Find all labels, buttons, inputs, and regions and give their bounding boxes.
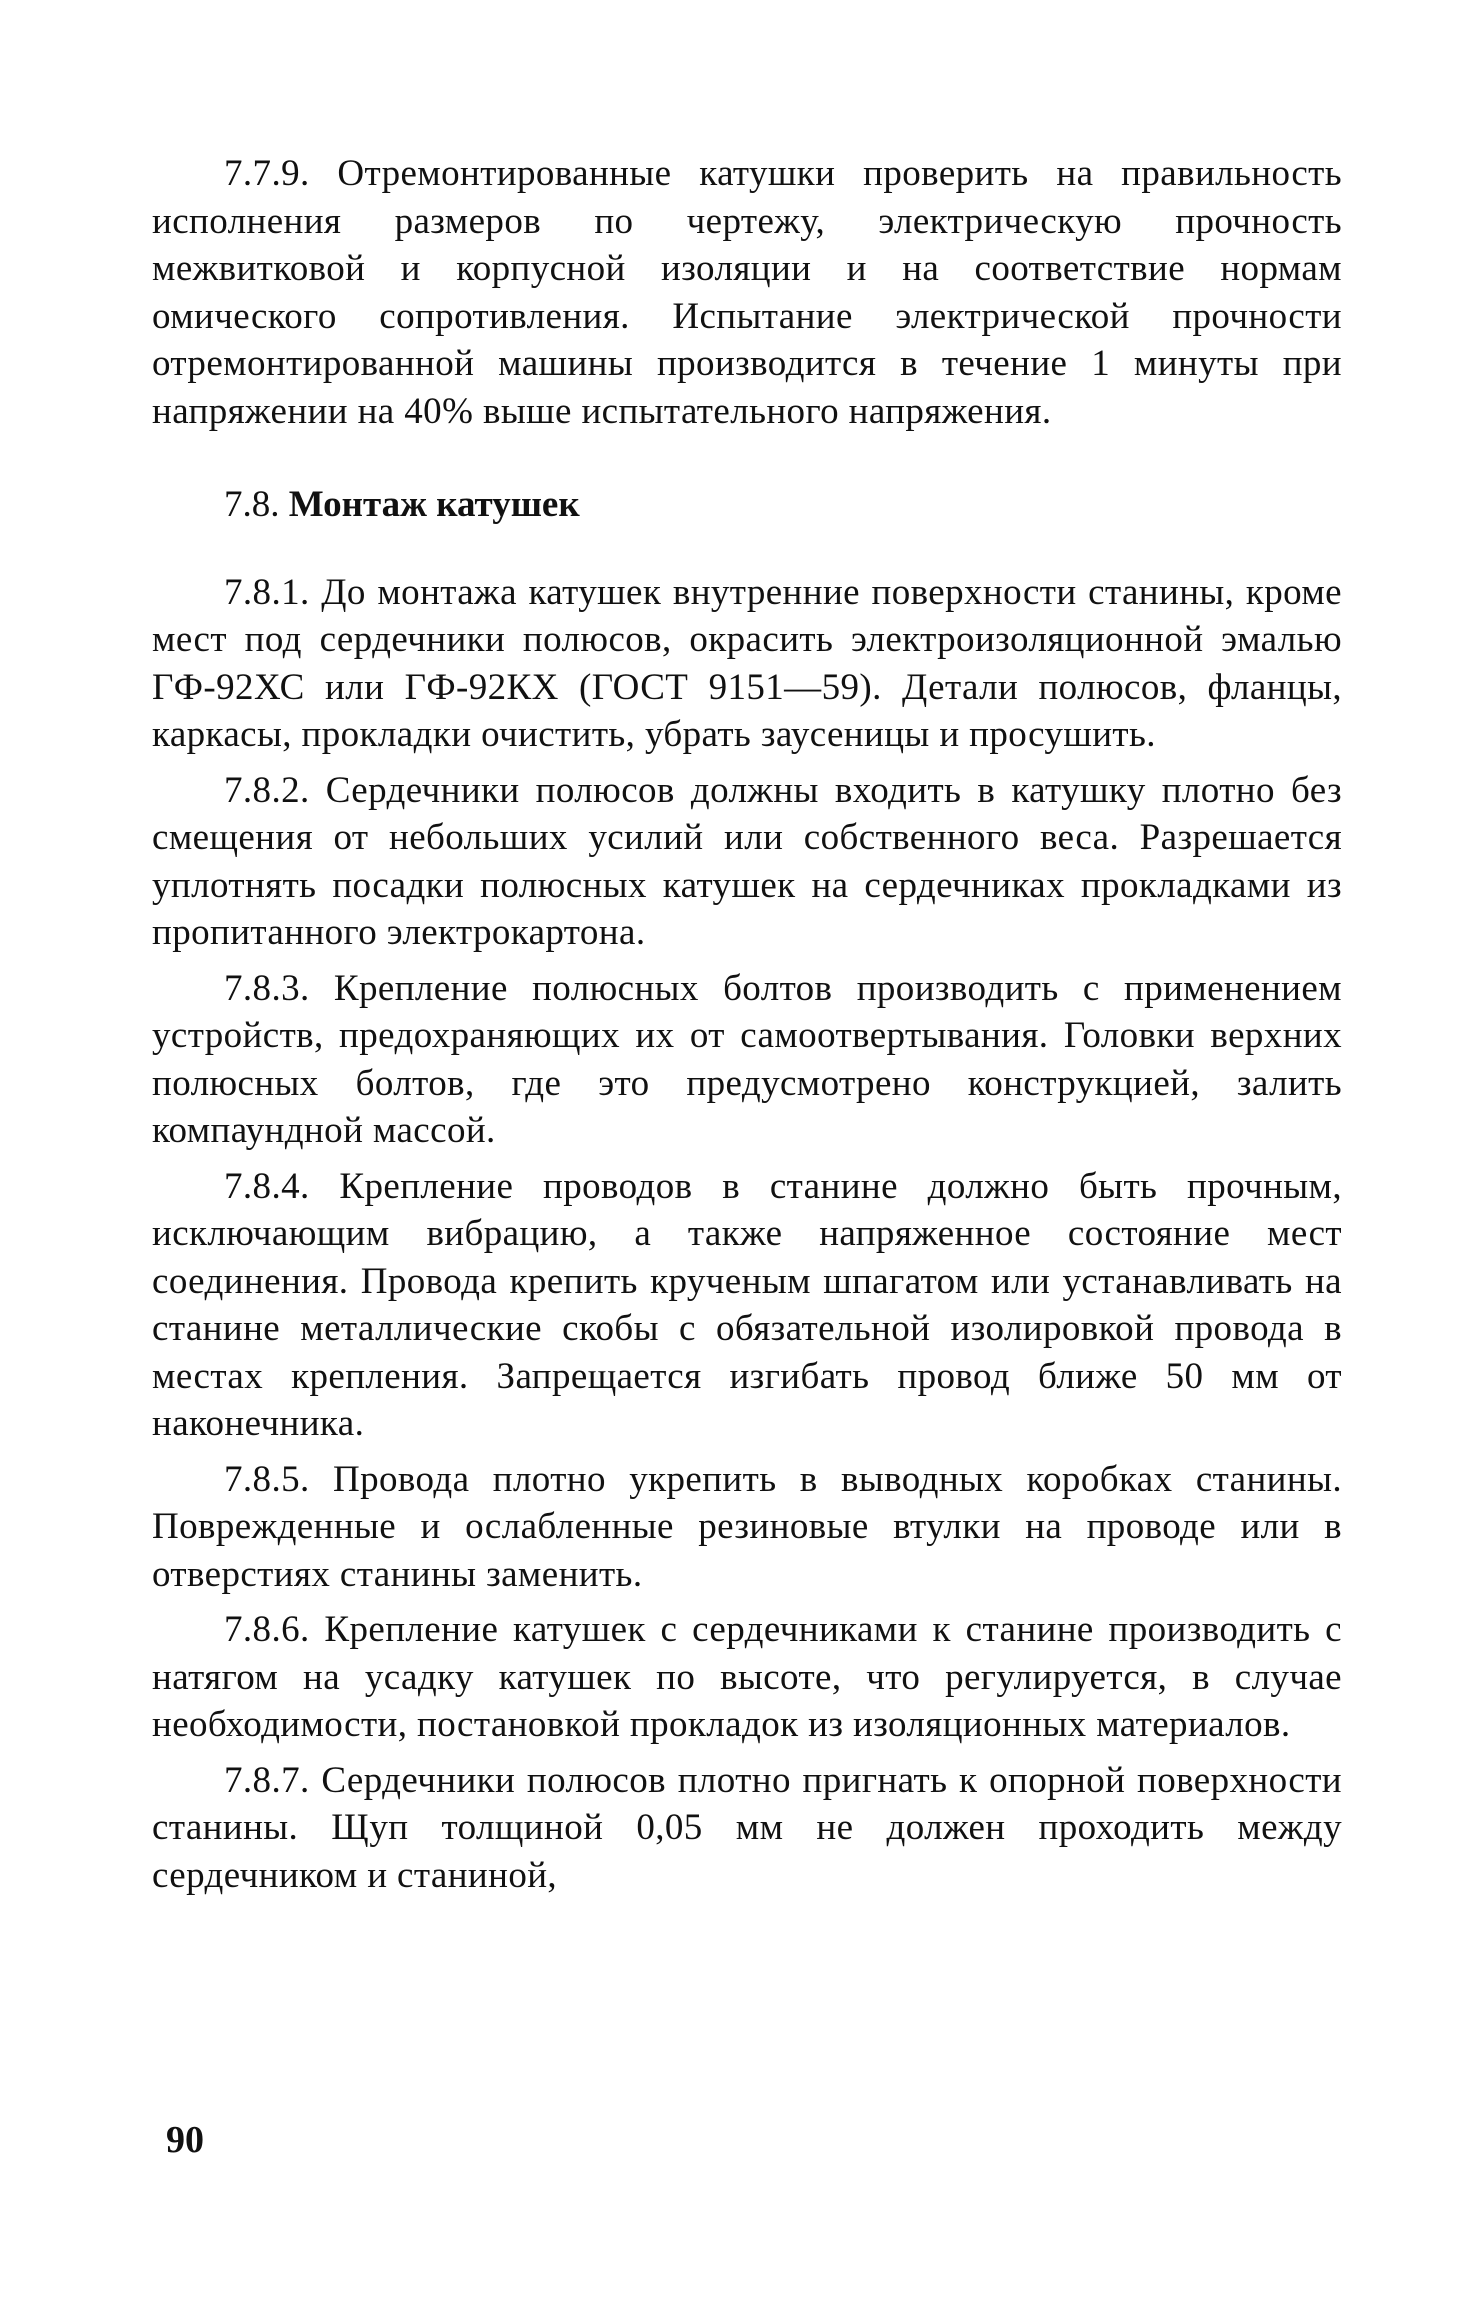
paragraph-7-8-6: 7.8.6. Крепление катушек с сердечниками к станине производить с натягом на усадку катушек по высоте, что регулируется, в случае необходимости, постановкой прокладок из изоляционных материалов. xyxy=(152,1609,1342,1745)
paragraph-7-8-2: 7.8.2. Сердечники полюсов должны входить в катушку плотно без смещения от небольших усилий или собственного веса. Разрешается уплотнять посадки полюсных катушек на сердечниках прокладками из пропитанного электрокартона. xyxy=(152,769,1342,953)
document-page xyxy=(152,150,1342,1907)
paragraph-7-8-5: 7.8.5. Провода плотно укрепить в выводных коробках станины. Поврежденные и ослабленные резиновые втулки на проводе или в отверстиях станины заменить. xyxy=(152,1458,1342,1595)
section-title: Монтаж катушек xyxy=(288,484,580,525)
paragraph-7-8-3: 7.8.3. Крепление полюсных болтов производить с применением устройств, предохраняющих их от самоотвертывания. Головки верхних полюсных болтов, где это предусмотрено конструкцией, залить компаундной массой. xyxy=(152,967,1342,1151)
paragraph-7-8-1: 7.8.1. До монтажа катушек внутренние поверхности станины, кроме мест под сердечники полюсов, окрасить электроизоляционной эмалью ГФ-92ХС или ГФ-92КХ (ГОСТ 9151—59). Детали полюсов, фланцы, каркасы, прокладки очистить, убрать заусеницы и просушить. xyxy=(152,571,1342,755)
section-number: 7.8. xyxy=(224,484,280,525)
paragraph-7-8-7: 7.8.7. Сердечники полюсов плотно пригнать к опорной поверхности станины. Щуп толщиной 0,05 мм не должен проходить между сердечником и станиной, xyxy=(152,1759,1342,1896)
paragraph-7-8-4: 7.8.4. Крепление проводов в станине должно быть прочным, исключающим вибрацию, а также напряженное состояние мест соединения. Провода крепить крученым шпагатом или устанавливать на станине металлические скобы с обязательной изолировкой провода в местах крепления. Запрещается изгибать провод ближе 50 мм от наконечника. xyxy=(152,1165,1342,1444)
page-number: 90 xyxy=(166,2119,204,2161)
paragraph-7-7-9: 7.7.9. Отремонтированные катушки проверить на правильность исполнения размеров по чертежу, электрическую прочность межвитковой и корпусной изоляции и на соответствие нормам омического сопротивления. Испытание электрической прочности отремонтированной машины производится в течение 1 минуты при напряжении на 40% выше испытательного напряжения. xyxy=(152,153,1342,432)
section-heading xyxy=(152,481,1342,529)
